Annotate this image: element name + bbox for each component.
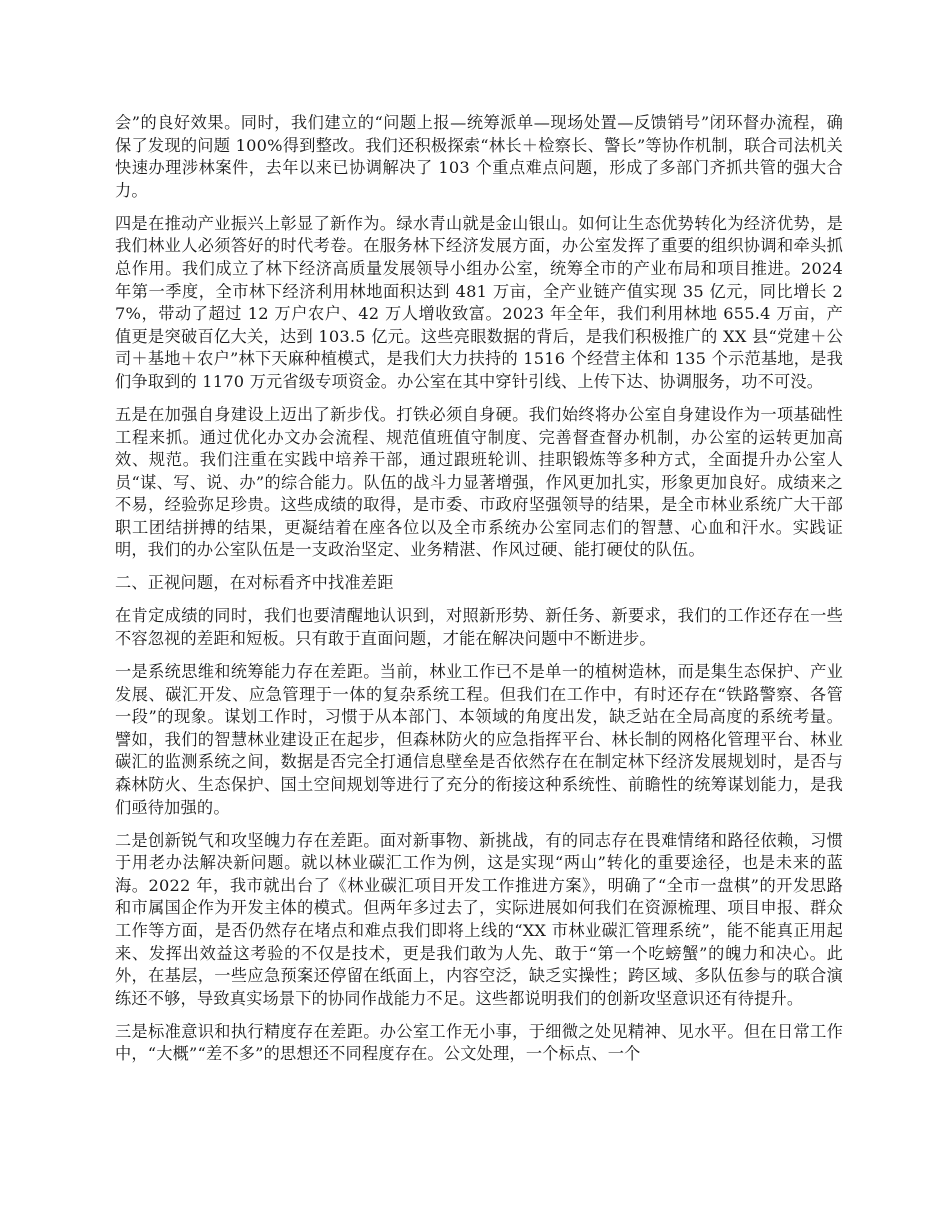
paragraph-system-thinking: 一是系统思维和统筹能力存在差距。当前，林业工作已不是单一的植树造林，而是集生态保护、产业发展、碳汇开发、应急管理于一体的复杂系统工程。但我们在工作中，有时还存在“铁路警察、各管一段”的现象。谋划工作时，习惯于从本部门、本领域的角度出发，缺乏站在全局高度的系统考量。譬如，我们的智慧林业建设正在起步，但森林防火的应急指挥平台、林长制的网格化管理平台、林业碳汇的监测系统之间，数据是否完全打通信息壁垒是否依然存在在制定林下经济发展规划时，是否与森林防火、生态保护、国土空间规划等进行了充分的衔接这种系统性、前瞻性的统筹谋划能力，是我们亟待加强的。 [115,662,843,817]
document-page [115,112,843,1076]
paragraph-self-building: 五是在加强自身建设上迈出了新步伐。打铁必须自身硬。我们始终将办公室自身建设作为一项基础性工程来抓。通过优化办文办会流程、规范值班值守制度、完善督查督办机制，办公室的运转更加高效、规范。我们注重在实践中培养干部，通过跟班轮训、挂职锻炼等多种方式，全面提升办公室人员“谋、写、说、办”的综合能力。队伍的战斗力显著增强，作风更加扎实，形象更加良好。成绩来之不易，经验弥足珍贵。这些成绩的取得，是市委、市政府坚强领导的结果，是全市林业系统广大干部职工团结拼搏的结果，更凝结着在座各位以及全市系统办公室同志们的智慧、心血和汗水。实践证明，我们的办公室队伍是一支政治坚定、业务精湛、作风过硬、能打硬仗的队伍。 [115,404,843,560]
paragraph-innovation: 二是创新锐气和攻坚魄力存在差距。面对新事物、新挑战，有的同志存在畏难情绪和路径依赖，习惯于用老办法解决新问题。就以林业碳汇工作为例，这是实现“两山”转化的重要途径，也是未来的蓝海。2022 年，我市就出台了《林业碳汇项目开发工作推进方案》，明确了“全市一盘棋”的开发思路和市属国企作为开发主体的模式。但两年多过去了，实际进展如何我们在资源梳理、项目申报、群众工作等方面，是否仍然存在堵点和难点我们即将上线的“XX 市林业碳汇管理系统”，能不能真正用起来、发挥出效益这考验的不仅是技术，更是我们敢为人先、敢于“第一个吃螃蟹”的魄力和决心。此外，在基层，一些应急预案还停留在纸面上，内容空泛，缺乏实操性；跨区域、多队伍参与的联合演练还不够，导致真实场景下的协同作战能力不足。这些都说明我们的创新攻坚意识还有待提升。 [115,830,843,1008]
paragraph-closed-loop: 会”的良好效果。同时，我们建立的“问题上报—统筹派单—现场处置—反馈销号”闭环督办流程，确保了发现的问题 100%得到整改。我们还积极探索“林长＋检察长、警长”等协作机制，联合司法机关快速办理涉林案件，去年以来已协调解决了 103 个重点难点问题，形成了多部门齐抓共管的强大合力。 [115,113,843,200]
section-heading: 二、正视问题，在对标看齐中找准差距 [115,573,394,593]
paragraph-face-problems: 在肯定成绩的同时，我们也要清醒地认识到，对照新形势、新任务、新要求，我们的工作还存在一些不容忽视的差距和短板。只有敢于直面问题，才能在解决问题中不断进步。 [115,606,843,649]
paragraph-standards: 三是标准意识和执行精度存在差距。办公室工作无小事，于细微之处见精神、见水平。但在日常工作中，“大概”“差不多”的思想还不同程度存在。公文处理，一个标点、一个 [115,1021,843,1064]
paragraph-industry-revitalization: 四是在推动产业振兴上彰显了新作为。绿水青山就是金山银山。如何让生态优势转化为经济优势，是我们林业人必须答好的时代考卷。在服务林下经济发展方面，办公室发挥了重要的组织协调和牵头抓总作用。我们成立了林下经济高质量发展领导小组办公室，统筹全市的产业布局和项目推进。2024 年第一季度，全市林下经济利用林地面积达到 481 万亩，全产业链产值实现 35 亿元，同比增长 27%，带动了超过 12 万户农户、42 万人增收致富。2023 年全年，我们利用林地 655.4 万亩，产值更是突破百亿大关，达到 103.5 亿元。这些亮眼数据的背后，是我们积极推广的 XX 县“党建＋公司＋基地＋农户”林下天麻种植模式，是我们大力扶持的 1516 个经营主体和 135 个示范基地，是我们争取到的 1170 万元省级专项资金。办公室在其中穿针引线、上传下达、协调服务，功不可没。 [115,213,843,391]
